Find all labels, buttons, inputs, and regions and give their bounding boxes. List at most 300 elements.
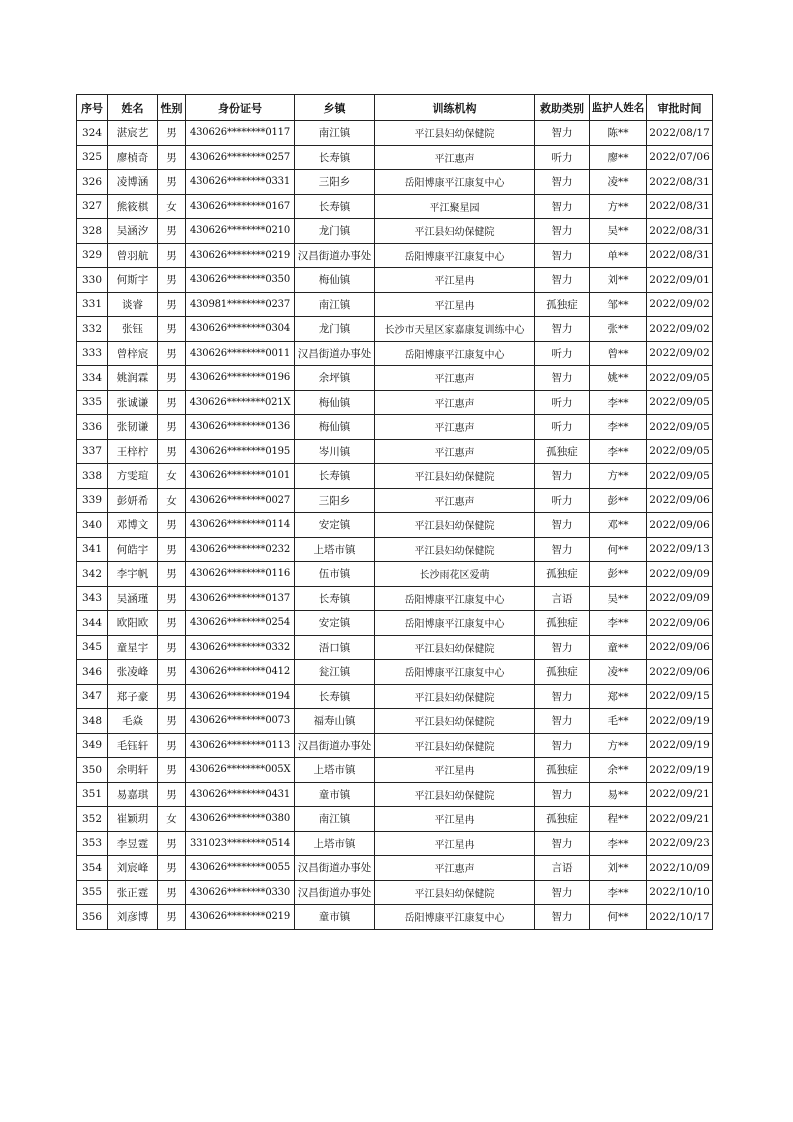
cell-serial-no: 329 xyxy=(77,243,108,268)
table-body xyxy=(77,121,713,930)
cell-gender: 男 xyxy=(158,831,186,856)
cell-township: 汉昌街道办事处 xyxy=(295,341,375,366)
cell-id-number: 430626********0254 xyxy=(186,611,295,636)
table-row xyxy=(77,341,713,366)
cell-gender: 男 xyxy=(158,586,186,611)
cell-id-number: 430626********0219 xyxy=(186,905,295,930)
cell-approval-date: 2022/09/02 xyxy=(647,292,713,317)
cell-approval-date: 2022/09/05 xyxy=(647,464,713,489)
cell-training-institution: 平江县妇幼保健院 xyxy=(375,782,535,807)
cell-id-number: 430626********0412 xyxy=(186,660,295,685)
cell-guardian-name: 李** xyxy=(590,439,647,464)
cell-relief-category: 智力 xyxy=(535,831,590,856)
table-row xyxy=(77,219,713,244)
cell-gender: 男 xyxy=(158,439,186,464)
cell-guardian-name: 单** xyxy=(590,243,647,268)
cell-guardian-name: 廖** xyxy=(590,145,647,170)
cell-township: 南江镇 xyxy=(295,807,375,832)
cell-township: 龙门镇 xyxy=(295,219,375,244)
cell-gender: 男 xyxy=(158,905,186,930)
cell-relief-category: 智力 xyxy=(535,537,590,562)
cell-gender: 女 xyxy=(158,807,186,832)
cell-name: 何皓宇 xyxy=(108,537,158,562)
cell-township: 上塔市镇 xyxy=(295,831,375,856)
cell-approval-date: 2022/09/19 xyxy=(647,709,713,734)
cell-approval-date: 2022/09/15 xyxy=(647,684,713,709)
cell-guardian-name: 邓** xyxy=(590,513,647,538)
cell-relief-category: 智力 xyxy=(535,782,590,807)
cell-approval-date: 2022/08/31 xyxy=(647,243,713,268)
cell-serial-no: 327 xyxy=(77,194,108,219)
cell-gender: 男 xyxy=(158,145,186,170)
cell-approval-date: 2022/09/19 xyxy=(647,733,713,758)
cell-guardian-name: 童** xyxy=(590,635,647,660)
cell-id-number: 430626********0194 xyxy=(186,684,295,709)
cell-guardian-name: 何** xyxy=(590,905,647,930)
cell-township: 梅仙镇 xyxy=(295,390,375,415)
cell-name: 熊筱棋 xyxy=(108,194,158,219)
cell-serial-no: 337 xyxy=(77,439,108,464)
cell-approval-date: 2022/09/06 xyxy=(647,611,713,636)
cell-township: 安定镇 xyxy=(295,513,375,538)
cell-id-number: 430626********0195 xyxy=(186,439,295,464)
table-row xyxy=(77,831,713,856)
header-relief-category: 救助类别 xyxy=(535,95,590,121)
cell-training-institution: 岳阳博康平江康复中心 xyxy=(375,611,535,636)
cell-relief-category: 听力 xyxy=(535,415,590,440)
cell-relief-category: 孤独症 xyxy=(535,611,590,636)
cell-serial-no: 347 xyxy=(77,684,108,709)
cell-serial-no: 344 xyxy=(77,611,108,636)
cell-township: 汉昌街道办事处 xyxy=(295,856,375,881)
cell-township: 南江镇 xyxy=(295,292,375,317)
cell-training-institution: 平江县妇幼保健院 xyxy=(375,880,535,905)
cell-name: 谈睿 xyxy=(108,292,158,317)
cell-guardian-name: 张** xyxy=(590,317,647,342)
table-row xyxy=(77,807,713,832)
cell-relief-category: 智力 xyxy=(535,684,590,709)
cell-relief-category: 孤独症 xyxy=(535,439,590,464)
cell-approval-date: 2022/09/13 xyxy=(647,537,713,562)
cell-serial-no: 348 xyxy=(77,709,108,734)
cell-training-institution: 平江惠声 xyxy=(375,145,535,170)
cell-relief-category: 智力 xyxy=(535,194,590,219)
cell-name: 李宇帆 xyxy=(108,562,158,587)
header-name: 姓名 xyxy=(108,95,158,121)
cell-guardian-name: 邹** xyxy=(590,292,647,317)
cell-approval-date: 2022/09/05 xyxy=(647,415,713,440)
table-row xyxy=(77,194,713,219)
cell-training-institution: 平江惠声 xyxy=(375,415,535,440)
cell-training-institution: 平江星冉 xyxy=(375,807,535,832)
cell-name: 湛宸艺 xyxy=(108,121,158,146)
cell-name: 李昱霆 xyxy=(108,831,158,856)
cell-serial-no: 342 xyxy=(77,562,108,587)
cell-approval-date: 2022/08/31 xyxy=(647,194,713,219)
cell-township: 三阳乡 xyxy=(295,170,375,195)
table-row xyxy=(77,366,713,391)
cell-serial-no: 349 xyxy=(77,733,108,758)
cell-name: 方雯瑄 xyxy=(108,464,158,489)
header-gender: 性别 xyxy=(158,95,186,121)
cell-relief-category: 孤独症 xyxy=(535,807,590,832)
header-row xyxy=(77,95,713,121)
cell-name: 廖楨奇 xyxy=(108,145,158,170)
cell-relief-category: 智力 xyxy=(535,243,590,268)
cell-approval-date: 2022/09/05 xyxy=(647,390,713,415)
cell-gender: 男 xyxy=(158,709,186,734)
cell-serial-no: 345 xyxy=(77,635,108,660)
cell-guardian-name: 凌** xyxy=(590,660,647,685)
table-row xyxy=(77,611,713,636)
table-row xyxy=(77,121,713,146)
cell-gender: 男 xyxy=(158,341,186,366)
cell-id-number: 430626********0219 xyxy=(186,243,295,268)
cell-guardian-name: 李** xyxy=(590,415,647,440)
table-row xyxy=(77,782,713,807)
cell-gender: 男 xyxy=(158,390,186,415)
cell-approval-date: 2022/07/06 xyxy=(647,145,713,170)
cell-guardian-name: 吴** xyxy=(590,586,647,611)
cell-training-institution: 岳阳博康平江康复中心 xyxy=(375,586,535,611)
cell-name: 张正霆 xyxy=(108,880,158,905)
cell-id-number: 430626********0350 xyxy=(186,268,295,293)
cell-guardian-name: 毛** xyxy=(590,709,647,734)
cell-name: 何斯宇 xyxy=(108,268,158,293)
cell-township: 长寿镇 xyxy=(295,194,375,219)
cell-training-institution: 平江惠声 xyxy=(375,439,535,464)
table-row xyxy=(77,170,713,195)
cell-name: 曾羽航 xyxy=(108,243,158,268)
cell-training-institution: 岳阳博康平江康复中心 xyxy=(375,660,535,685)
cell-guardian-name: 吴** xyxy=(590,219,647,244)
cell-id-number: 430626********0055 xyxy=(186,856,295,881)
cell-gender: 男 xyxy=(158,170,186,195)
cell-training-institution: 平江县妇幼保健院 xyxy=(375,121,535,146)
cell-township: 童市镇 xyxy=(295,905,375,930)
cell-township: 余坪镇 xyxy=(295,366,375,391)
cell-serial-no: 338 xyxy=(77,464,108,489)
cell-guardian-name: 彭** xyxy=(590,562,647,587)
cell-approval-date: 2022/09/05 xyxy=(647,366,713,391)
cell-township: 长寿镇 xyxy=(295,684,375,709)
cell-training-institution: 平江县妇幼保健院 xyxy=(375,537,535,562)
cell-approval-date: 2022/09/02 xyxy=(647,317,713,342)
table-row xyxy=(77,733,713,758)
cell-serial-no: 325 xyxy=(77,145,108,170)
cell-approval-date: 2022/09/06 xyxy=(647,513,713,538)
table-row xyxy=(77,660,713,685)
cell-id-number: 430626********005X xyxy=(186,758,295,783)
cell-training-institution: 岳阳博康平江康复中心 xyxy=(375,341,535,366)
cell-name: 郑子豪 xyxy=(108,684,158,709)
cell-township: 汉昌街道办事处 xyxy=(295,733,375,758)
cell-serial-no: 328 xyxy=(77,219,108,244)
cell-serial-no: 331 xyxy=(77,292,108,317)
cell-name: 张韧谦 xyxy=(108,415,158,440)
cell-training-institution: 平江县妇幼保健院 xyxy=(375,513,535,538)
cell-township: 龙门镇 xyxy=(295,317,375,342)
cell-id-number: 430626********0304 xyxy=(186,317,295,342)
cell-gender: 男 xyxy=(158,733,186,758)
cell-id-number: 430626********0011 xyxy=(186,341,295,366)
cell-name: 欧阳欧 xyxy=(108,611,158,636)
cell-serial-no: 350 xyxy=(77,758,108,783)
cell-serial-no: 339 xyxy=(77,488,108,513)
cell-relief-category: 孤独症 xyxy=(535,758,590,783)
cell-name: 王梓柠 xyxy=(108,439,158,464)
cell-relief-category: 孤独症 xyxy=(535,660,590,685)
table-row xyxy=(77,243,713,268)
cell-approval-date: 2022/09/09 xyxy=(647,562,713,587)
cell-guardian-name: 方** xyxy=(590,464,647,489)
cell-relief-category: 智力 xyxy=(535,905,590,930)
cell-name: 崔颖玥 xyxy=(108,807,158,832)
cell-approval-date: 2022/09/01 xyxy=(647,268,713,293)
cell-gender: 男 xyxy=(158,219,186,244)
cell-serial-no: 326 xyxy=(77,170,108,195)
cell-id-number: 430626********0232 xyxy=(186,537,295,562)
cell-gender: 男 xyxy=(158,782,186,807)
cell-training-institution: 平江县妇幼保健院 xyxy=(375,733,535,758)
cell-gender: 男 xyxy=(158,268,186,293)
cell-relief-category: 智力 xyxy=(535,121,590,146)
cell-gender: 男 xyxy=(158,366,186,391)
cell-name: 毛钰轩 xyxy=(108,733,158,758)
cell-id-number: 430626********0330 xyxy=(186,880,295,905)
table-row xyxy=(77,317,713,342)
cell-name: 姚润霖 xyxy=(108,366,158,391)
cell-id-number: 430626********0331 xyxy=(186,170,295,195)
cell-id-number: 430626********0431 xyxy=(186,782,295,807)
table-row xyxy=(77,464,713,489)
cell-gender: 男 xyxy=(158,660,186,685)
cell-guardian-name: 李** xyxy=(590,831,647,856)
cell-gender: 女 xyxy=(158,488,186,513)
cell-training-institution: 长沙市天星区家嘉康复训练中心 xyxy=(375,317,535,342)
cell-name: 童星宇 xyxy=(108,635,158,660)
cell-township: 浯口镇 xyxy=(295,635,375,660)
table-row xyxy=(77,856,713,881)
cell-serial-no: 334 xyxy=(77,366,108,391)
cell-relief-category: 言语 xyxy=(535,856,590,881)
cell-training-institution: 平江县妇幼保健院 xyxy=(375,684,535,709)
cell-relief-category: 孤独症 xyxy=(535,292,590,317)
cell-approval-date: 2022/09/23 xyxy=(647,831,713,856)
cell-name: 曾梓宸 xyxy=(108,341,158,366)
table-row xyxy=(77,562,713,587)
cell-relief-category: 智力 xyxy=(535,366,590,391)
cell-guardian-name: 方** xyxy=(590,194,647,219)
cell-id-number: 430626********0073 xyxy=(186,709,295,734)
cell-name: 凌博涵 xyxy=(108,170,158,195)
cell-approval-date: 2022/09/09 xyxy=(647,586,713,611)
cell-id-number: 430626********0137 xyxy=(186,586,295,611)
cell-township: 长寿镇 xyxy=(295,145,375,170)
cell-id-number: 430626********0114 xyxy=(186,513,295,538)
cell-id-number: 430626********0257 xyxy=(186,145,295,170)
table-row xyxy=(77,439,713,464)
cell-relief-category: 听力 xyxy=(535,341,590,366)
cell-guardian-name: 陈** xyxy=(590,121,647,146)
cell-gender: 男 xyxy=(158,856,186,881)
cell-name: 毛焱 xyxy=(108,709,158,734)
cell-guardian-name: 易** xyxy=(590,782,647,807)
cell-approval-date: 2022/08/31 xyxy=(647,219,713,244)
cell-guardian-name: 彭** xyxy=(590,488,647,513)
cell-township: 岑川镇 xyxy=(295,439,375,464)
cell-id-number: 430626********0380 xyxy=(186,807,295,832)
cell-serial-no: 346 xyxy=(77,660,108,685)
cell-approval-date: 2022/09/02 xyxy=(647,341,713,366)
cell-approval-date: 2022/10/09 xyxy=(647,856,713,881)
cell-id-number: 430626********0113 xyxy=(186,733,295,758)
table-row xyxy=(77,390,713,415)
table-row xyxy=(77,709,713,734)
cell-training-institution: 岳阳博康平江康复中心 xyxy=(375,170,535,195)
cell-township: 南江镇 xyxy=(295,121,375,146)
cell-approval-date: 2022/09/06 xyxy=(647,488,713,513)
cell-guardian-name: 李** xyxy=(590,880,647,905)
cell-township: 童市镇 xyxy=(295,782,375,807)
cell-gender: 男 xyxy=(158,562,186,587)
cell-training-institution: 平江星冉 xyxy=(375,758,535,783)
cell-id-number: 430626********0210 xyxy=(186,219,295,244)
cell-township: 长寿镇 xyxy=(295,586,375,611)
cell-township: 三阳乡 xyxy=(295,488,375,513)
cell-serial-no: 340 xyxy=(77,513,108,538)
cell-relief-category: 听力 xyxy=(535,488,590,513)
cell-guardian-name: 郑** xyxy=(590,684,647,709)
cell-relief-category: 智力 xyxy=(535,880,590,905)
cell-training-institution: 平江惠声 xyxy=(375,366,535,391)
cell-id-number: 430626********0167 xyxy=(186,194,295,219)
cell-training-institution: 平江县妇幼保健院 xyxy=(375,464,535,489)
cell-serial-no: 354 xyxy=(77,856,108,881)
cell-guardian-name: 何** xyxy=(590,537,647,562)
cell-name: 张凌峰 xyxy=(108,660,158,685)
cell-guardian-name: 方** xyxy=(590,733,647,758)
cell-approval-date: 2022/08/17 xyxy=(647,121,713,146)
cell-name: 余明轩 xyxy=(108,758,158,783)
cell-training-institution: 平江星冉 xyxy=(375,292,535,317)
cell-approval-date: 2022/09/21 xyxy=(647,807,713,832)
cell-relief-category: 智力 xyxy=(535,464,590,489)
cell-township: 长寿镇 xyxy=(295,464,375,489)
cell-relief-category: 智力 xyxy=(535,268,590,293)
cell-gender: 男 xyxy=(158,292,186,317)
cell-gender: 女 xyxy=(158,194,186,219)
cell-guardian-name: 李** xyxy=(590,611,647,636)
cell-relief-category: 智力 xyxy=(535,513,590,538)
header-training-institution: 训练机构 xyxy=(375,95,535,121)
cell-id-number: 430626********021X xyxy=(186,390,295,415)
cell-guardian-name: 刘** xyxy=(590,268,647,293)
table-row xyxy=(77,586,713,611)
cell-name: 吴涵汐 xyxy=(108,219,158,244)
cell-approval-date: 2022/10/17 xyxy=(647,905,713,930)
cell-serial-no: 332 xyxy=(77,317,108,342)
table-row xyxy=(77,880,713,905)
cell-gender: 女 xyxy=(158,464,186,489)
cell-training-institution: 平江县妇幼保健院 xyxy=(375,709,535,734)
table-row xyxy=(77,684,713,709)
cell-serial-no: 335 xyxy=(77,390,108,415)
cell-name: 易嘉琪 xyxy=(108,782,158,807)
cell-guardian-name: 曾** xyxy=(590,341,647,366)
cell-id-number: 430626********0117 xyxy=(186,121,295,146)
cell-training-institution: 平江惠声 xyxy=(375,390,535,415)
cell-training-institution: 平江县妇幼保健院 xyxy=(375,635,535,660)
cell-township: 上塔市镇 xyxy=(295,758,375,783)
cell-training-institution: 平江惠声 xyxy=(375,488,535,513)
table-row xyxy=(77,415,713,440)
cell-id-number: 430626********0101 xyxy=(186,464,295,489)
relief-approval-table xyxy=(76,94,713,930)
cell-township: 汉昌街道办事处 xyxy=(295,880,375,905)
table-row xyxy=(77,537,713,562)
cell-serial-no: 324 xyxy=(77,121,108,146)
cell-relief-category: 听力 xyxy=(535,145,590,170)
cell-serial-no: 355 xyxy=(77,880,108,905)
cell-approval-date: 2022/09/19 xyxy=(647,758,713,783)
cell-name: 张钰 xyxy=(108,317,158,342)
cell-gender: 男 xyxy=(158,243,186,268)
cell-approval-date: 2022/09/06 xyxy=(647,635,713,660)
cell-township: 梅仙镇 xyxy=(295,415,375,440)
cell-gender: 男 xyxy=(158,635,186,660)
cell-gender: 男 xyxy=(158,513,186,538)
cell-guardian-name: 余** xyxy=(590,758,647,783)
cell-guardian-name: 凌** xyxy=(590,170,647,195)
table-row xyxy=(77,635,713,660)
cell-township: 安定镇 xyxy=(295,611,375,636)
cell-serial-no: 351 xyxy=(77,782,108,807)
cell-training-institution: 平江星冉 xyxy=(375,268,535,293)
cell-relief-category: 智力 xyxy=(535,170,590,195)
cell-id-number: 331023********0514 xyxy=(186,831,295,856)
cell-relief-category: 听力 xyxy=(535,390,590,415)
cell-name: 张诚谦 xyxy=(108,390,158,415)
table-row xyxy=(77,758,713,783)
cell-id-number: 430626********0332 xyxy=(186,635,295,660)
cell-name: 邓博文 xyxy=(108,513,158,538)
cell-guardian-name: 姚** xyxy=(590,366,647,391)
cell-relief-category: 智力 xyxy=(535,709,590,734)
cell-township: 梅仙镇 xyxy=(295,268,375,293)
cell-id-number: 430626********0116 xyxy=(186,562,295,587)
header-serial-no: 序号 xyxy=(77,95,108,121)
cell-training-institution: 平江县妇幼保健院 xyxy=(375,219,535,244)
cell-relief-category: 智力 xyxy=(535,635,590,660)
cell-id-number: 430626********0136 xyxy=(186,415,295,440)
cell-id-number: 430626********0196 xyxy=(186,366,295,391)
table-row xyxy=(77,292,713,317)
header-township: 乡镇 xyxy=(295,95,375,121)
table-row xyxy=(77,488,713,513)
cell-relief-category: 智力 xyxy=(535,733,590,758)
cell-gender: 男 xyxy=(158,880,186,905)
table-row xyxy=(77,145,713,170)
cell-serial-no: 341 xyxy=(77,537,108,562)
cell-name: 刘宸峰 xyxy=(108,856,158,881)
cell-id-number: 430626********0027 xyxy=(186,488,295,513)
cell-serial-no: 356 xyxy=(77,905,108,930)
cell-approval-date: 2022/09/06 xyxy=(647,660,713,685)
cell-training-institution: 长沙雨花区爱萌 xyxy=(375,562,535,587)
cell-township: 瓮江镇 xyxy=(295,660,375,685)
cell-relief-category: 孤独症 xyxy=(535,562,590,587)
